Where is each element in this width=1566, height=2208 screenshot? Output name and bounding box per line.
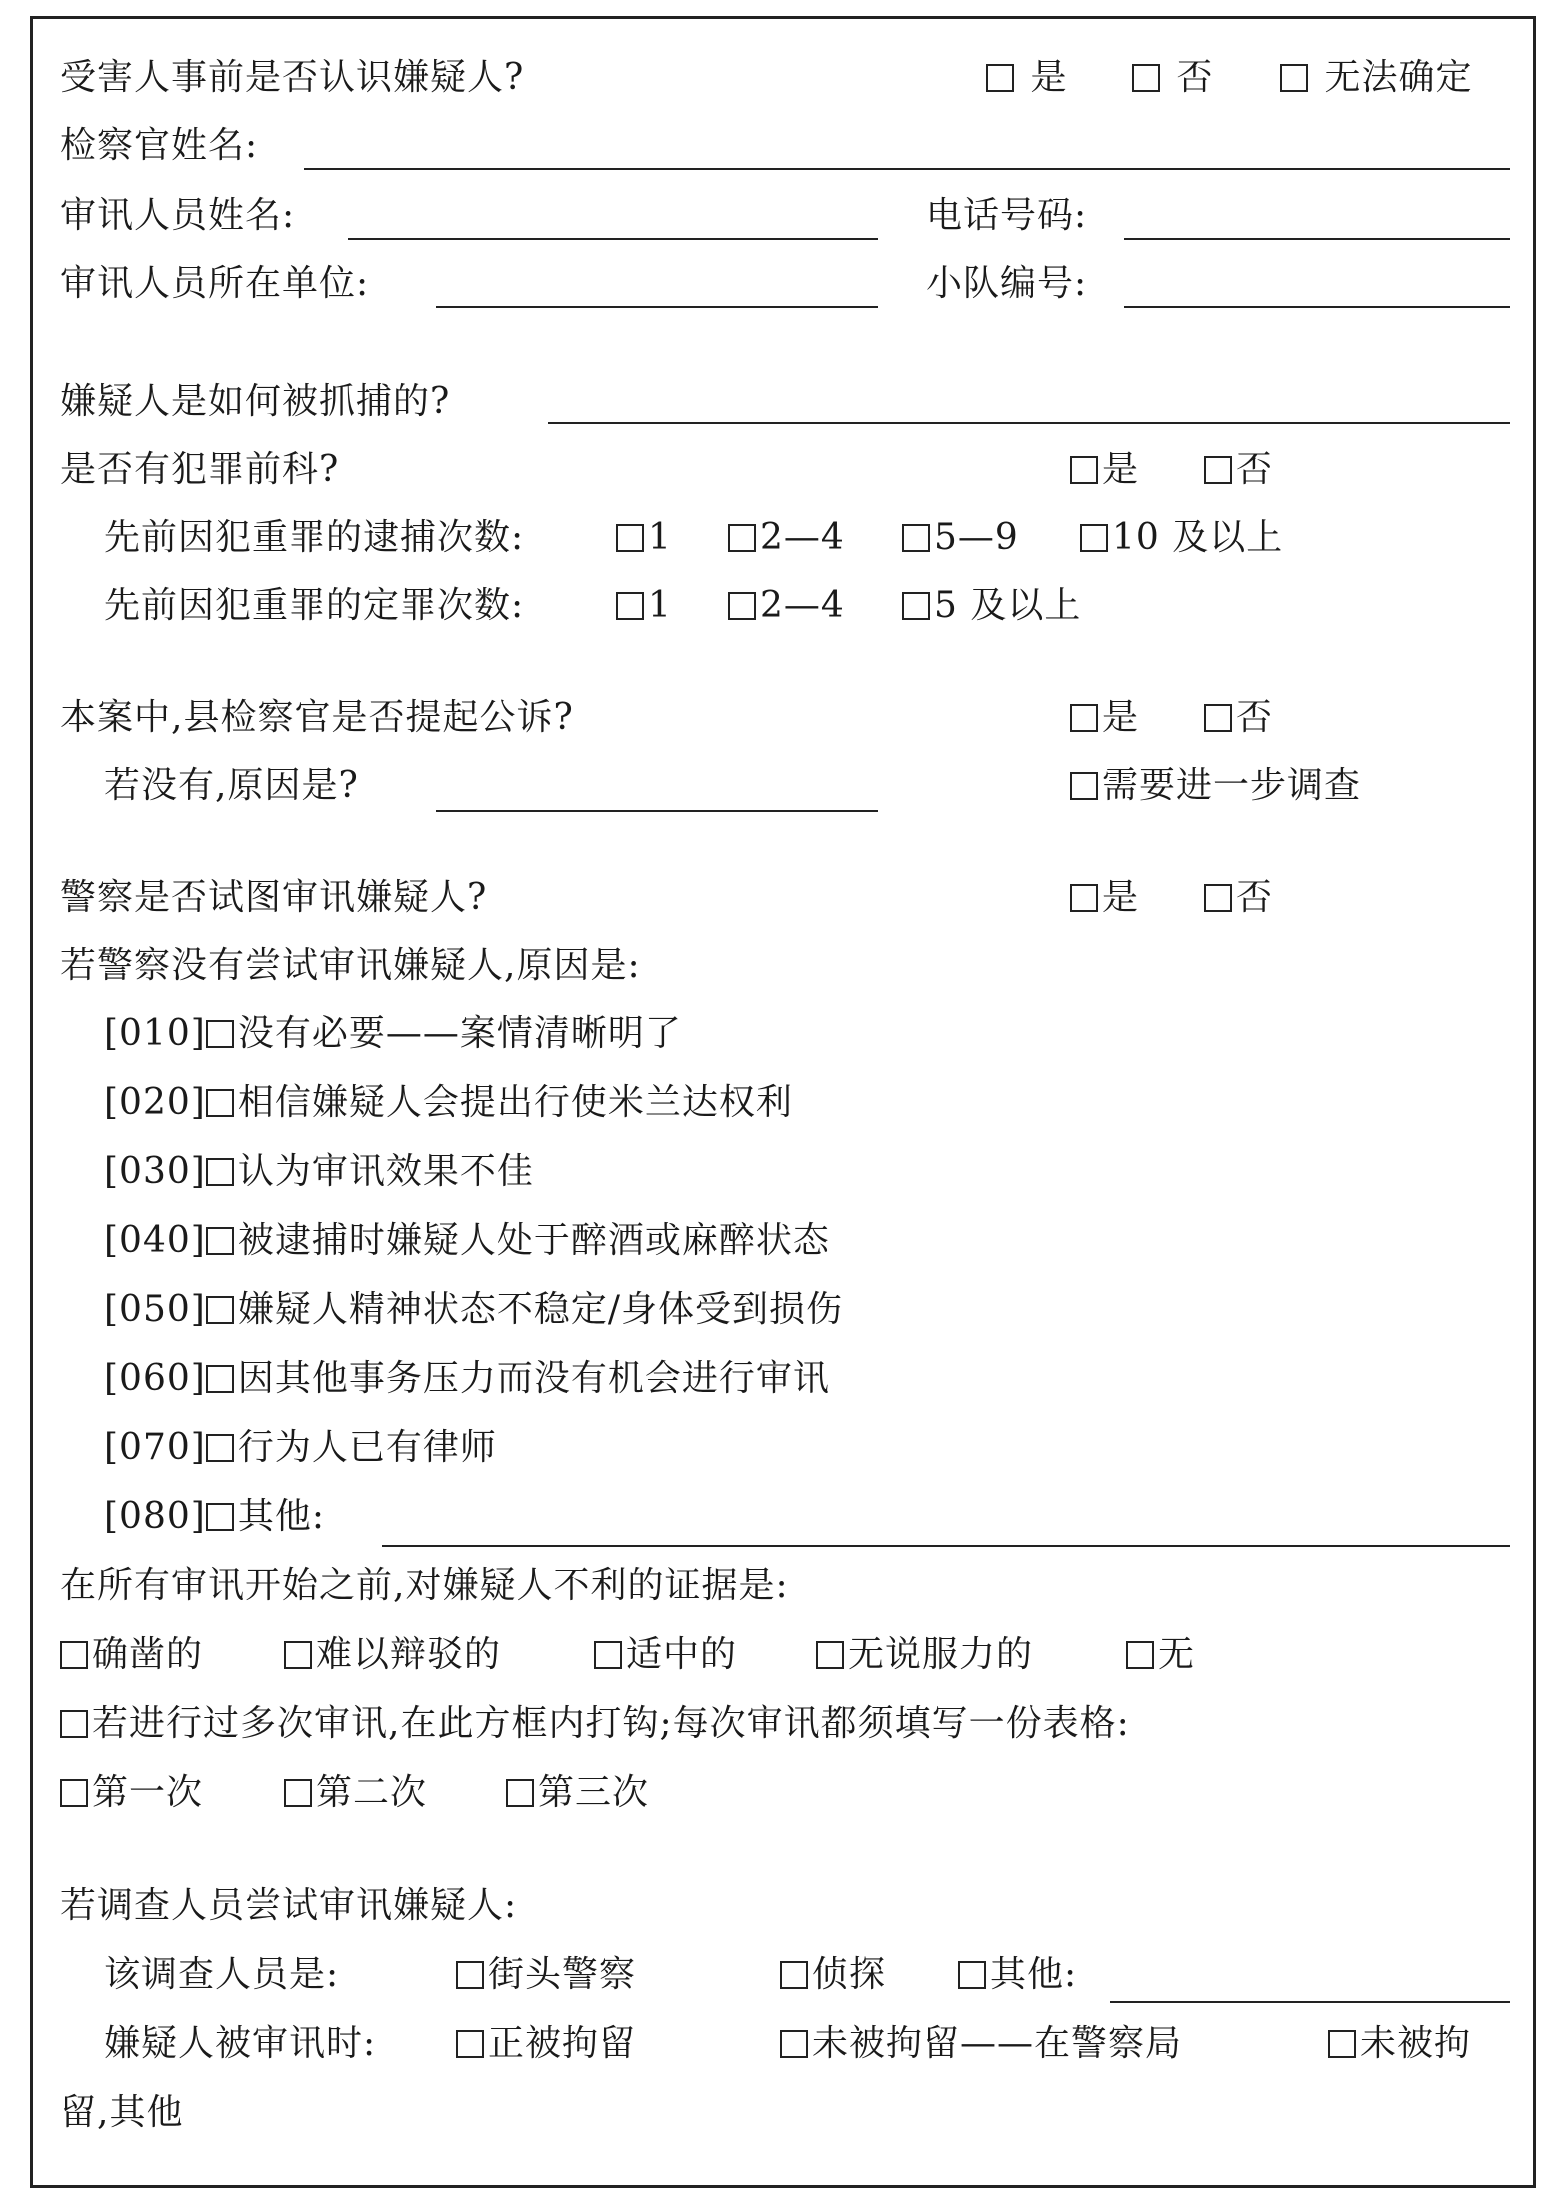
interrogator-name-label: 审讯人员姓名: [60, 195, 296, 236]
checkbox[interactable] [728, 592, 756, 620]
reason-code: [080] [104, 1496, 206, 1537]
checkbox[interactable] [816, 1641, 844, 1669]
no-charge-label: 若没有,原因是? [104, 765, 359, 806]
q-know-opt-no[interactable]: 否 [1132, 56, 1213, 100]
reason-item[interactable] [104, 1495, 325, 1539]
charge-opt-no[interactable]: 否 [1204, 696, 1273, 740]
checkbox[interactable] [60, 1779, 88, 1807]
checkbox[interactable] [284, 1779, 312, 1807]
investigator-role-opt[interactable]: 其他: [958, 1953, 1077, 1997]
reason-text: 被逮捕时嫌疑人处于醉酒或麻醉状态 [237, 1220, 830, 1261]
reason-text: 其他: [237, 1496, 325, 1537]
reason-code: [070] [104, 1427, 206, 1468]
evidence-opt[interactable]: 适中的 [594, 1633, 737, 1677]
checkbox[interactable] [986, 64, 1014, 92]
unit-label: 审讯人员所在单位: [60, 263, 370, 304]
investigator-status-opt[interactable]: 正被拘留 [456, 2022, 636, 2066]
reason-text: 认为审讯效果不佳 [237, 1151, 534, 1192]
reason-other-field[interactable] [382, 1545, 1510, 1547]
investigator-status-opt[interactable]: 未被拘 [1328, 2022, 1471, 2066]
reason-code: [010] [104, 1013, 206, 1054]
evidence-opt[interactable]: 确凿的 [60, 1633, 203, 1677]
arrests-opt-10plus[interactable]: 10 及以上 [1080, 516, 1283, 560]
reason-text: 相信嫌疑人会提出行使米兰达权利 [237, 1082, 793, 1123]
reason-text: 嫌疑人精神状态不稳定/身体受到损伤 [237, 1289, 843, 1330]
checkbox[interactable] [1280, 64, 1308, 92]
interrogator-name-field[interactable] [348, 238, 878, 240]
convictions-opt-1[interactable]: 1 [616, 584, 672, 628]
checkbox[interactable] [206, 1158, 234, 1186]
reason-code: [050] [104, 1289, 206, 1330]
reason-code: [040] [104, 1220, 206, 1261]
investigator-status-continuation: 留,其他 [60, 2092, 184, 2133]
investigator-role-label: 该调查人员是: [104, 1954, 340, 1995]
arrests-opt-2-4[interactable]: 2—4 [728, 516, 845, 560]
checkbox[interactable] [1080, 524, 1108, 552]
convictions-count-label: 先前因犯重罪的定罪次数: [104, 585, 525, 626]
reason-item[interactable] [104, 1426, 497, 1470]
checkbox[interactable] [1070, 704, 1098, 732]
reason-code: [030] [104, 1151, 206, 1192]
phone-label: 电话号码: [926, 195, 1088, 236]
police-try-opt-no[interactable]: 否 [1204, 876, 1273, 920]
police-try-opt-yes[interactable]: 是 [1070, 876, 1139, 920]
phone-field[interactable] [1124, 238, 1510, 240]
investigator-status-label: 嫌疑人被审讯时: [104, 2023, 377, 2064]
arrests-count-label: 先前因犯重罪的逮捕次数: [104, 517, 525, 558]
prosecutor-field[interactable] [304, 168, 1510, 170]
checkbox[interactable] [1204, 456, 1232, 484]
q-know-opt-unsure[interactable]: 无法确定 [1280, 56, 1472, 100]
q-know-label: 受害人事前是否认识嫌疑人? [60, 57, 525, 98]
reason-code: [060] [104, 1358, 206, 1399]
no-charge-opt-investigate[interactable]: 需要进一步调查 [1070, 764, 1361, 808]
reason-item[interactable] [104, 1219, 830, 1263]
checkbox[interactable] [60, 1710, 88, 1738]
checkbox[interactable] [1132, 64, 1160, 92]
checkbox[interactable] [1126, 1641, 1154, 1669]
arrest-label: 嫌疑人是如何被抓捕的? [60, 381, 451, 422]
squad-label: 小队编号: [926, 263, 1088, 304]
prosecutor-label: 检察官姓名: [60, 125, 259, 166]
checkbox[interactable] [506, 1779, 534, 1807]
checkbox[interactable] [284, 1641, 312, 1669]
investigator-status-opt[interactable]: 未被拘留——在警察局 [780, 2022, 1182, 2066]
checkbox[interactable] [728, 524, 756, 552]
reasons-label: 若警察没有尝试审讯嫌疑人,原因是: [60, 945, 641, 986]
arrests-opt-5-9[interactable]: 5—9 [902, 516, 1019, 560]
no-charge-field[interactable] [436, 810, 878, 812]
q-know-opt-yes[interactable]: 是 [986, 56, 1067, 100]
checkbox[interactable] [60, 1641, 88, 1669]
multi-opt[interactable]: 第二次 [284, 1771, 427, 1815]
checkbox[interactable] [1070, 456, 1098, 484]
checkbox[interactable] [206, 1227, 234, 1255]
checkbox[interactable] [456, 2030, 484, 2058]
checkbox[interactable] [206, 1434, 234, 1462]
checkbox[interactable] [1070, 884, 1098, 912]
investigator-role-opt[interactable]: 街头警察 [456, 1953, 636, 1997]
investigator-role-opt[interactable]: 侦探 [780, 1953, 886, 1997]
record-opt-yes[interactable]: 是 [1070, 448, 1139, 492]
evidence-label: 在所有审讯开始之前,对嫌疑人不利的证据是: [60, 1565, 789, 1606]
evidence-opt[interactable]: 难以辩驳的 [284, 1633, 501, 1677]
checkbox[interactable] [616, 524, 644, 552]
record-opt-no[interactable]: 否 [1204, 448, 1273, 492]
checkbox[interactable] [1204, 704, 1232, 732]
unit-field[interactable] [436, 306, 878, 308]
checkbox[interactable] [780, 1961, 808, 1989]
reason-item[interactable] [104, 1150, 534, 1194]
checkbox[interactable] [206, 1089, 234, 1117]
evidence-opt[interactable]: 无 [1126, 1633, 1195, 1677]
checkbox[interactable] [1070, 772, 1098, 800]
record-label: 是否有犯罪前科? [60, 449, 340, 490]
checkbox[interactable] [456, 1961, 484, 1989]
checkbox[interactable] [1328, 2030, 1356, 2058]
checkbox[interactable] [206, 1296, 234, 1324]
arrests-opt-1[interactable]: 1 [616, 516, 672, 560]
checkbox[interactable] [902, 524, 930, 552]
convictions-opt-5plus[interactable]: 5 及以上 [902, 584, 1081, 628]
evidence-opt[interactable]: 无说服力的 [816, 1633, 1033, 1677]
reason-item[interactable] [104, 1288, 843, 1332]
multi-opt[interactable]: 第三次 [506, 1771, 649, 1815]
reason-text: 行为人已有律师 [237, 1427, 497, 1468]
checkbox[interactable] [206, 1020, 234, 1048]
multi-interrogation[interactable]: 若进行过多次审讯,在此方框内打钩;每次审讯都须填写一份表格: [60, 1702, 1130, 1746]
reason-text: 因其他事务压力而没有机会进行审讯 [237, 1358, 830, 1399]
checkbox[interactable] [206, 1503, 234, 1531]
multi-opt[interactable]: 第一次 [60, 1771, 203, 1815]
checkbox[interactable] [1204, 884, 1232, 912]
squad-field[interactable] [1124, 306, 1510, 308]
reason-text: 没有必要——案情清晰明了 [237, 1013, 682, 1054]
convictions-opt-2-4[interactable]: 2—4 [728, 584, 845, 628]
arrest-field[interactable] [548, 422, 1510, 424]
checkbox[interactable] [616, 592, 644, 620]
charge-label: 本案中,县检察官是否提起公诉? [60, 697, 574, 738]
checkbox[interactable] [958, 1961, 986, 1989]
police-try-label: 警察是否试图审讯嫌疑人? [60, 877, 488, 918]
checkbox[interactable] [902, 592, 930, 620]
checkbox[interactable] [780, 2030, 808, 2058]
reason-code: [020] [104, 1082, 206, 1123]
checkbox[interactable] [206, 1365, 234, 1393]
reason-item[interactable] [104, 1081, 793, 1125]
reason-item[interactable] [104, 1012, 682, 1056]
reason-item[interactable] [104, 1357, 830, 1401]
checkbox[interactable] [594, 1641, 622, 1669]
charge-opt-yes[interactable]: 是 [1070, 696, 1139, 740]
investigator-role-other-field[interactable] [1110, 2001, 1510, 2003]
investigator-label: 若调查人员尝试审讯嫌疑人: [60, 1885, 518, 1926]
